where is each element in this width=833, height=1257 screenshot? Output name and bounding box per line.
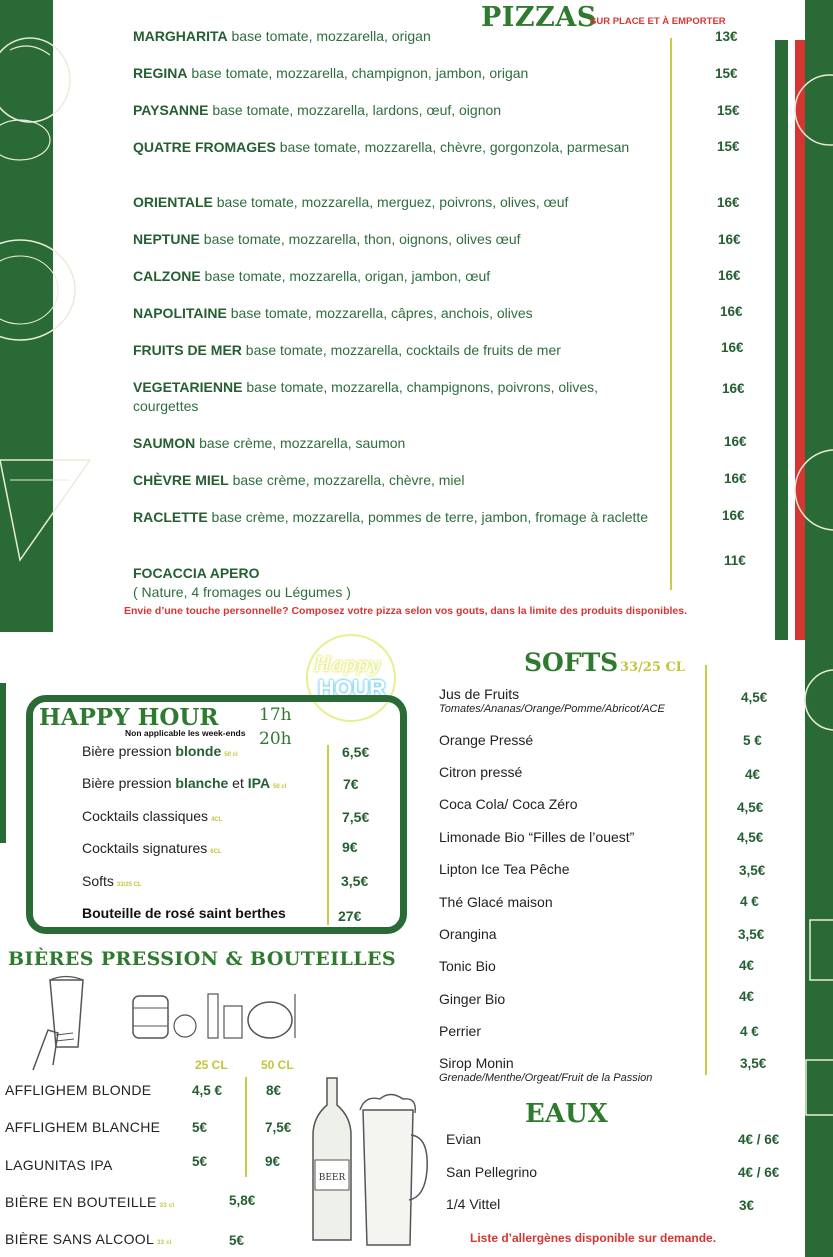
happy-hour-price: 3,5€ — [341, 873, 369, 889]
pizza-price: 15€ — [715, 66, 738, 81]
pizza-price: 16€ — [724, 434, 747, 449]
happy-hour-item: Bière pression blonde 50 cl — [82, 743, 238, 759]
biere-price-50: 9€ — [265, 1154, 281, 1169]
eau-price: 4€ / 6€ — [738, 1165, 780, 1180]
pizza-price: 13€ — [715, 29, 738, 44]
biere-item: AFFLIGHEM BLANCHE — [5, 1119, 161, 1135]
soft-item: Lipton Ice Tea Pêche — [439, 861, 570, 877]
happy-hour-price: 7€ — [343, 776, 359, 792]
bieres-col-50: 50 CL — [261, 1058, 294, 1072]
soft-item: Orange Pressé — [439, 732, 534, 748]
soft-item: Thé Glacé maison — [439, 894, 553, 910]
pizzas-note: Envie d’une touche personnelle? Composez votre pizza selon vos gouts, dans la limite des produits disponibles. — [124, 605, 688, 617]
biere-price-25: 4,5 € — [192, 1083, 223, 1098]
tomato-sketch-icon — [0, 20, 80, 170]
biere-item: BIÈRE EN BOUTEILLE 33 cl — [5, 1194, 175, 1210]
happy-hour-time-start: 17h — [259, 705, 292, 725]
right-pizza-sketch-icon — [790, 60, 833, 200]
svg-text:BEER: BEER — [318, 1173, 346, 1183]
biere-price-25: 5€ — [192, 1120, 208, 1135]
soft-price: 4,5€ — [741, 690, 768, 705]
happy-hour-item: Cocktails classiques 4CL — [82, 808, 223, 824]
pizza-price: 15€ — [717, 139, 740, 154]
soft-price: 4 € — [740, 1024, 759, 1039]
soft-item: Perrier — [439, 1023, 482, 1039]
biere-item: LAGUNITAS IPA — [5, 1157, 113, 1173]
soft-price: 4,5€ — [737, 800, 764, 815]
pizza-item: NEPTUNE base tomate, mozzarella, thon, oignons, olives œuf — [133, 231, 521, 247]
happy-hour-item: Bière pression blanche et IPA 50 cl — [82, 775, 287, 791]
eau-item: San Pellegrino — [446, 1164, 538, 1180]
soft-price: 3,5€ — [740, 1056, 767, 1071]
pizza-item: FOCACCIA APERO ( Nature, 4 fromages ou Légumes ) — [133, 565, 351, 600]
pizza-price: 11€ — [724, 553, 746, 568]
pizza-item: ORIENTALE base tomate, mozzarella, merguez, poivrons, olives, œuf — [133, 194, 569, 210]
softs-divider — [705, 665, 707, 1075]
right-plate-sketch-icon — [790, 430, 833, 550]
pizza-item: FRUITS DE MER base tomate, mozzarella, cocktails de fruits de mer — [133, 342, 561, 358]
left-green-band-lower — [0, 683, 6, 843]
biere-price-25: 5€ — [192, 1154, 208, 1169]
pizza-item: CHÈVRE MIEL base crème, mozzarella, chèvre, miel — [133, 472, 465, 488]
allergen-note: Liste d’allergènes disponible sur demande. — [470, 1231, 717, 1245]
soft-price: 4€ — [745, 767, 761, 782]
happy-hour-item: Cocktails signatures 6CL — [82, 840, 222, 856]
happy-hour-price: 6,5€ — [342, 744, 370, 760]
bieres-title: BIÈRES PRESSION & BOUTEILLES — [8, 948, 396, 970]
pizza-item: CALZONE base tomate, mozzarella, origan, jambon, œuf — [133, 268, 491, 284]
barrel-bottles-icon — [130, 990, 305, 1042]
pizza-item: REGINA base tomate, mozzarella, champignon, jambon, origan — [133, 65, 529, 81]
happy-hour-price: 9€ — [342, 839, 358, 855]
eaux-title: EAUX — [525, 1099, 608, 1129]
biere-price: 5€ — [229, 1233, 245, 1248]
happy-hour-price: 27€ — [338, 908, 362, 924]
soft-item: Limonade Bio “Filles de l’ouest” — [439, 829, 635, 845]
right-green-stripe — [775, 40, 788, 640]
pizzas-title: PIZZAS — [481, 2, 597, 33]
happy-hour-note: Non applicable les week-ends — [125, 728, 246, 738]
beer-glass-hand-icon — [28, 975, 103, 1075]
happy-hour-title: HAPPY HOUR — [39, 704, 219, 731]
eau-item: 1/4 Vittel — [446, 1196, 501, 1212]
soft-price: 3,5€ — [738, 927, 765, 942]
biere-item: AFFLIGHEM BLONDE — [5, 1082, 152, 1098]
pizza-price: 16€ — [722, 508, 745, 523]
softs-subtitle: 33/25 CL — [620, 660, 685, 675]
pizza-price: 16€ — [718, 268, 741, 283]
plate-sketch-icon — [0, 230, 90, 350]
pizza-item: MARGHARITA base tomate, mozzarella, origan — [133, 28, 431, 44]
eau-price: 4€ / 6€ — [738, 1132, 780, 1147]
pizza-price: 16€ — [717, 195, 740, 210]
happy-hour-divider — [327, 745, 329, 925]
soft-item: Ginger Bio — [439, 991, 506, 1007]
bieres-divider — [245, 1077, 247, 1177]
soft-price: 5 € — [743, 733, 762, 748]
pizza-item: NAPOLITAINE base tomate, mozzarella, câpres, anchois, olives — [133, 305, 533, 321]
biere-item: BIÈRE SANS ALCOOL 33 cl — [5, 1231, 172, 1247]
soft-price: 3,5€ — [739, 863, 766, 878]
biere-price-50: 7,5€ — [265, 1120, 292, 1135]
bieres-col-25: 25 CL — [195, 1058, 228, 1072]
soft-price: 4€ — [739, 958, 755, 973]
soft-item: Citron pressé — [439, 764, 523, 780]
pizza-item: RACLETTE base crème, mozzarella, pommes de terre, jambon, fromage à raclette — [133, 509, 649, 525]
soft-item-sub: Grenade/Menthe/Orgeat/Fruit de la Passion — [439, 1072, 653, 1084]
soft-item: Sirop Monin — [439, 1055, 514, 1071]
biere-price: 5,8€ — [229, 1193, 256, 1208]
pizza-price: 16€ — [718, 232, 741, 247]
pizza-price: 15€ — [717, 103, 740, 118]
softs-title: SOFTS — [524, 648, 619, 677]
right-drink-sketch-icon — [800, 660, 833, 1120]
pizzas-subtitle: SUR PLACE ET À EMPORTER — [590, 16, 726, 27]
pizza-price: 16€ — [720, 304, 743, 319]
happy-hour-item: Bouteille de rosé saint berthes — [82, 905, 286, 921]
biere-price-50: 8€ — [266, 1083, 282, 1098]
soft-item: Jus de Fruits — [439, 686, 520, 702]
happy-hour-logo-text: Happy — [314, 652, 381, 676]
eau-price: 3€ — [739, 1198, 755, 1213]
happy-hour-time-end: 20h — [259, 729, 292, 749]
pizza-item: QUATRE FROMAGES base tomate, mozzarella, chèvre, gorgonzola, parmesan — [133, 139, 630, 155]
eau-item: Evian — [446, 1131, 482, 1147]
pizza-item: PAYSANNE base tomate, mozzarella, lardons, œuf, oignon — [133, 102, 502, 118]
soft-item: Orangina — [439, 926, 497, 942]
pizza-price: 16€ — [721, 340, 744, 355]
happy-hour-logo-text: HOUR — [318, 675, 386, 701]
pizza-item: SAUMON base crème, mozzarella, saumon — [133, 435, 406, 451]
soft-price: 4 € — [740, 894, 759, 909]
soft-item-sub: Tomates/Ananas/Orange/Pomme/Abricot/ACE — [439, 703, 665, 715]
soft-item: Tonic Bio — [439, 958, 496, 974]
pizza-item: VEGETARIENNE base tomate, mozzarella, champignons, poivrons, olives, courgettes — [133, 379, 599, 414]
soft-item: Coca Cola/ Coca Zéro — [439, 796, 578, 812]
soft-price: 4,5€ — [737, 830, 764, 845]
happy-hour-price: 7,5€ — [342, 809, 370, 825]
pizza-price: 16€ — [724, 471, 747, 486]
soft-price: 4€ — [739, 989, 755, 1004]
pizzas-divider — [670, 38, 672, 590]
pizza-price: 16€ — [722, 381, 745, 396]
happy-hour-item: Softs 33/25 CL — [82, 873, 142, 889]
beer-bottle-mug-icon — [305, 1075, 430, 1255]
pizza-slice-sketch-icon — [0, 440, 95, 570]
